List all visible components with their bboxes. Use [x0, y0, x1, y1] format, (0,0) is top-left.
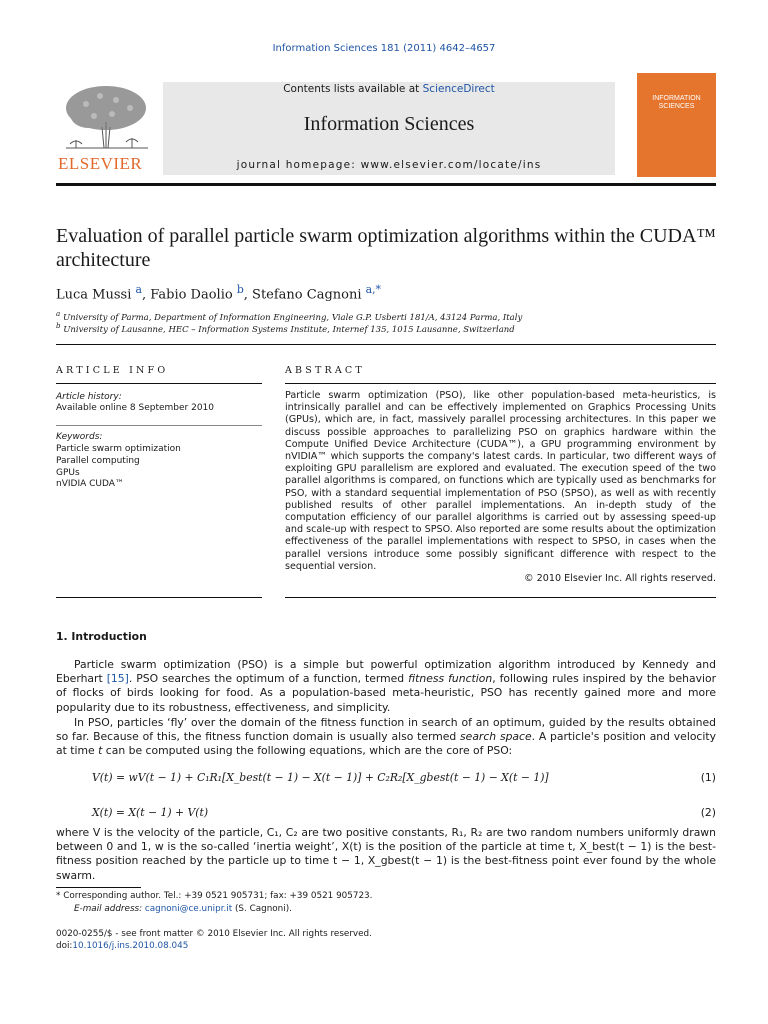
journal-citation[interactable]: Information Sciences 181 (2011) 4642–4657	[272, 43, 496, 54]
abstract-body	[285, 390, 716, 585]
history-label: Article history:	[56, 392, 122, 402]
author-name: Fabio Daolio	[150, 287, 233, 303]
abstract-text: Particle swarm optimization (PSO), like other population-based meta-heuristics, is intrinsically parallel and can be effectively implemented on Graphics Processing Units (GPUs), which are, in fact, massively parallel processing architectures. In this paper we discuss possible approaches to parallelizing PSO on graphics hardware within the Compute Unified Device Architecture (CUDA™), a GPU programming environment by nVIDIA™ which supports the company's latest cards. In particular, two different ways of exploiting GPU parallelism are explored and evaluated. The execution speed of the two parallel algorithms is compared, on functions which are typically used as benchmarks for PSO, with a standard sequential implementation of PSO (SPSO), as well as with recently published results of other parallel implementations. An in-depth study of the computation efficiency of our parallel algorithms is carried out by assessing speed-up and scale-up with respect to SPSO. Also reported are some results about the optimization effectiveness of the parallel implementations with respect to SPSO, in cases when the parallel versions introduce some possibly significant difference with respect to the sequential version.	[285, 390, 716, 572]
contents-line	[163, 83, 615, 95]
paragraph	[56, 716, 716, 759]
doi-prefix: doi:	[56, 941, 73, 951]
emphasis: t	[98, 744, 103, 758]
sciencedirect-link[interactable]: ScienceDirect	[422, 83, 495, 95]
paper-title: Evaluation of parallel particle swarm optimization algorithms within the CUDA™ architecture	[56, 225, 716, 271]
text: . PSO searches the optimum of a function, termed	[128, 672, 409, 686]
doi-link[interactable]: 10.1016/j.ins.2010.08.045	[72, 941, 189, 951]
email-label: E-mail address:	[74, 904, 145, 914]
corresponding-author-note: * Corresponding author. Tel.: +39 0521 905731; fax: +39 0521 905723.	[56, 891, 373, 901]
abstract-heading: ABSTRACT	[285, 365, 365, 376]
header-rule	[56, 183, 716, 186]
divider	[56, 383, 262, 384]
divider	[56, 597, 262, 598]
affiliation-marker[interactable]: a,*	[365, 283, 381, 296]
affiliation-a-text: University of Parma, Department of Information Engineering, Viale G.P. Usberti 181/A, 43124 Parma, Italy	[62, 312, 523, 323]
email-note	[74, 904, 292, 914]
text: . A particle's position and velocity at time	[56, 730, 716, 758]
email-link[interactable]: cagnoni@ce.unipr.it	[144, 904, 233, 914]
divider	[56, 425, 262, 426]
affiliation-b: $^b$ University of Lausanne, HEC – Information Systems Institute, Internef 135, 1015 Lausanne, Switzerland	[56, 321, 515, 335]
divider	[285, 597, 716, 598]
equation-number: (2)	[700, 806, 716, 819]
email-suffix: (S. Cagnoni).	[232, 904, 292, 914]
equation-number: (1)	[700, 771, 716, 784]
affiliation-marker[interactable]: a	[135, 283, 142, 296]
affiliation-b-text: University of Lausanne, HEC – Information Systems Institute, Internef 135, 1015 Lausanne, Switzerland	[63, 324, 515, 335]
footnote-rule	[56, 887, 141, 888]
affiliation-marker[interactable]: b	[236, 283, 244, 296]
equation-1: V(t) = wV(t − 1) + C₁R₁[X_best(t − 1) − X(t − 1)] + C₂R₂[X_gbest(t − 1) − X(t − 1)]	[92, 771, 549, 784]
front-matter: 0020-0255/$ - see front matter © 2010 Elsevier Inc. All rights reserved.	[56, 929, 372, 939]
affiliation-a: $^a$ University of Parma, Department of Information Engineering, Viale G.P. Usberti 181/A, 43124 Parma, Italy	[56, 309, 523, 323]
doi-line	[56, 941, 188, 951]
text: can be computed using the following equations, which are the core of PSO:	[102, 744, 513, 758]
text: Particle swarm optimization (PSO) is a simple but powerful optimization algorithm introduced by Kennedy and Eberhart	[56, 658, 716, 686]
keyword: Parallel computing	[56, 455, 140, 466]
history-value: Available online 8 September 2010	[56, 403, 215, 413]
emphasis: fitness function	[408, 672, 493, 686]
copyright-line: © 2010 Elsevier Inc. All rights reserved.	[524, 573, 716, 585]
journal-cover-thumbnail[interactable]	[637, 73, 716, 177]
journal-name: Information Sciences	[303, 113, 475, 135]
section-heading: 1. Introduction	[56, 630, 147, 643]
contents-prefix: Contents lists available at	[283, 83, 423, 95]
cover-title: INFORMATION SCIENCES	[652, 95, 701, 110]
keyword: nVIDIA CUDA™	[56, 479, 124, 490]
equation-2: X(t) = X(t − 1) + V(t)	[92, 806, 209, 819]
divider	[285, 383, 716, 384]
text: , following rules inspired by the behavior of flocks of birds looking for food. As a population-based meta-heuristic, PSO has recently gained more and more popularity due to its robustness, effectiveness, and simplicity.	[56, 672, 717, 714]
keywords-label: Keywords:	[56, 432, 103, 442]
keywords-list	[56, 444, 181, 491]
author-name: Stefano Cagnoni	[252, 287, 362, 303]
paragraph: where V is the velocity of the particle, C₁, C₂ are two positive constants, R₁, R₂ are two random numbers uniformly drawn between 0 and 1, w is the so-called ‘inertia weight’, X(t) is the position of the particle at time t, X_best(t − 1) is the best-fitness position reached by the particle up to time t − 1, X_gbest(t − 1) is the best-fitness point ever found by the whole swarm.	[56, 826, 716, 882]
journal-homepage[interactable]: journal homepage: www.elsevier.com/locate/ins	[236, 159, 542, 171]
keyword: Particle swarm optimization	[56, 444, 181, 454]
text: In PSO, particles ‘fly’ over the domain of the fitness function in search of an optimum, guided by the results obtained so far. Because of this, the fitness function domain is usually also termed	[56, 716, 716, 744]
emphasis: search space	[460, 730, 532, 744]
article-info-heading: ARTICLE INFO	[56, 365, 169, 376]
author-list: Luca Mussi $^a$, Fabio Daolio $^b$, Stefano Cagnoni $^{a,*}$	[56, 283, 381, 303]
section-rule	[56, 344, 716, 345]
paragraph	[56, 658, 716, 715]
keyword: GPUs	[56, 467, 80, 478]
author-name: Luca Mussi	[56, 287, 132, 303]
elsevier-wordmark: ELSEVIER	[58, 154, 143, 173]
reference-link[interactable]: [15]	[106, 672, 129, 686]
